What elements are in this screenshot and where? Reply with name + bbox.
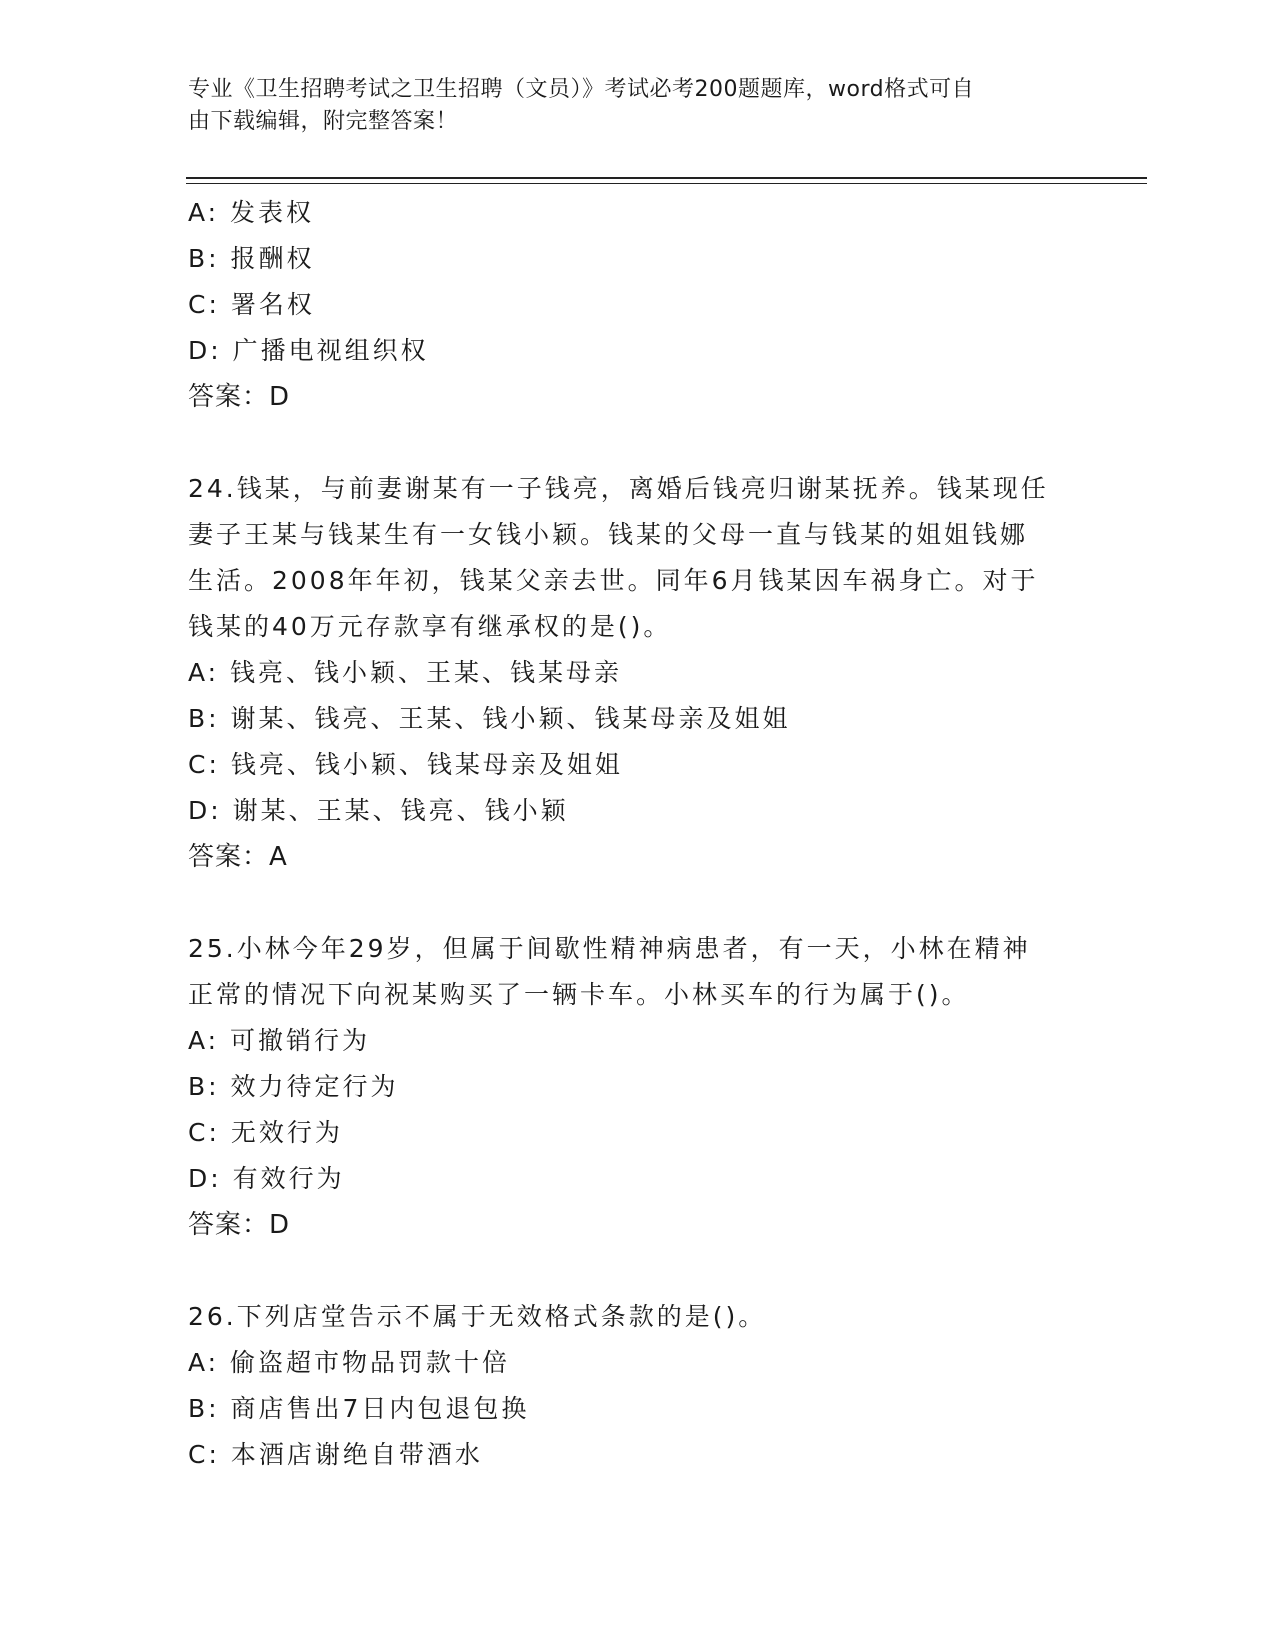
question-list [188, 190, 1088, 1478]
option-a: A: 偷盗超市物品罚款十倍 [188, 1348, 511, 1377]
header-divider-thin [186, 183, 1147, 184]
document-header [188, 74, 1068, 138]
option-c: C: 署名权 [188, 290, 315, 319]
question-text-line: 生活。2008年年初，钱某父亲去世。同年6月钱某因车祸身亡。对于 [188, 566, 1039, 595]
option-a: A: 钱亮、钱小颖、王某、钱某母亲 [188, 658, 623, 687]
option-b: B: 谢某、钱亮、王某、钱小颖、钱某母亲及姐姐 [188, 704, 791, 733]
option-a: A: 发表权 [188, 198, 315, 227]
spacer [188, 420, 1088, 466]
question-block-23 [188, 190, 1088, 420]
option-b: B: 报酬权 [188, 244, 315, 273]
option-a: A: 可撤销行为 [188, 1026, 371, 1055]
answer-line: 答案：A [188, 842, 288, 872]
option-c: C: 无效行为 [188, 1118, 343, 1147]
option-d: D: 有效行为 [188, 1164, 345, 1193]
question-text-line: 25.小林今年29岁，但属于间歇性精神病患者，有一天，小林在精神 [188, 934, 1031, 963]
option-b: B: 商店售出7日内包退包换 [188, 1394, 530, 1423]
option-b: B: 效力待定行为 [188, 1072, 399, 1101]
spacer [188, 1248, 1088, 1294]
answer-line: 答案：D [188, 382, 291, 412]
option-d: D: 谢某、王某、钱亮、钱小颖 [188, 796, 569, 825]
question-block-26 [188, 1294, 1088, 1478]
header-line-2: 由下载编辑，附完整答案！ [188, 109, 459, 134]
question-block-24 [188, 466, 1088, 880]
answer-line: 答案：D [188, 1210, 291, 1240]
header-line-1: 专业《卫生招聘考试之卫生招聘（文员）》考试必考200题题库，word格式可自 [188, 77, 975, 102]
spacer [188, 880, 1088, 926]
option-c: C: 钱亮、钱小颖、钱某母亲及姐姐 [188, 750, 623, 779]
header-divider-thick [186, 177, 1147, 179]
question-text-line: 26.下列店堂告示不属于无效格式条款的是()。 [188, 1302, 767, 1331]
question-text-line: 妻子王某与钱某生有一女钱小颖。钱某的父母一直与钱某的姐姐钱娜 [188, 520, 1029, 549]
option-d: D: 广播电视组织权 [188, 336, 429, 365]
question-text-line: 钱某的40万元存款享有继承权的是()。 [188, 612, 672, 641]
question-text-line: 24.钱某，与前妻谢某有一子钱亮，离婚后钱亮归谢某抚养。钱某现任 [188, 474, 1049, 503]
option-c: C: 本酒店谢绝自带酒水 [188, 1440, 483, 1469]
question-text-line: 正常的情况下向祝某购买了一辆卡车。小林买车的行为属于()。 [188, 980, 970, 1009]
question-block-25 [188, 926, 1088, 1248]
